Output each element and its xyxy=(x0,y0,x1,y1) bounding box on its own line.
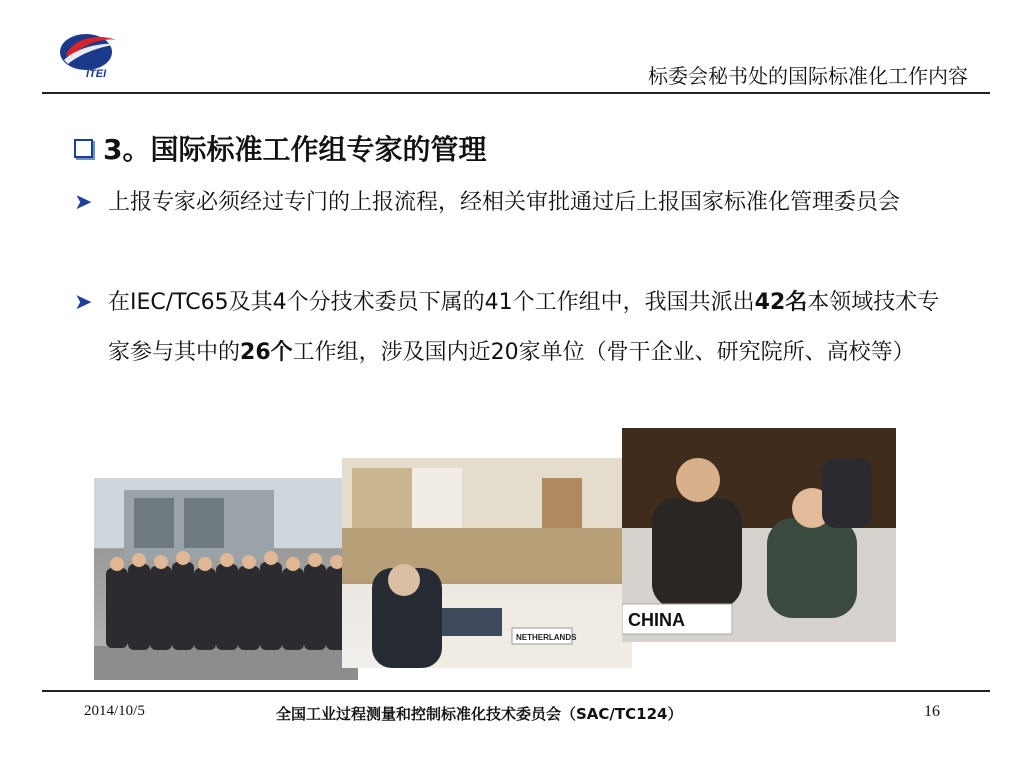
page-number: 16 xyxy=(924,703,940,720)
footer-date: 2014/10/5 xyxy=(84,703,145,719)
header-divider xyxy=(42,92,990,94)
bullet-text: 在IEC/TC65及其4个分技术委员下属的41个工作组中，我国共派出42名本领域技术专家参与其中的26个工作组，涉及国内近20家单位（骨干企业、研究院所、高校等） xyxy=(108,290,940,365)
meeting-room-photo xyxy=(342,458,632,668)
section-heading xyxy=(74,128,486,168)
arrow-bullet-icon: ➤ xyxy=(74,190,93,215)
svg-text:CHINA: CHINA xyxy=(628,610,685,630)
china-delegates-photo xyxy=(622,428,896,642)
section-heading-text: 3。国际标准工作组专家的管理 xyxy=(103,133,487,166)
header-title: 标委会秘书处的国际标准化工作内容 xyxy=(648,64,968,88)
itei-logo xyxy=(56,30,142,80)
checkbox-bullet-icon xyxy=(74,139,93,158)
bullet-text: 上报专家必须经过专门的上报流程，经相关审批通过后上报国家标准化管理委员会 xyxy=(108,190,901,215)
highlight-experts: 42名 xyxy=(754,290,808,315)
bullet-item-1 xyxy=(74,178,954,228)
footer-organization: 全国工业过程测量和控制标准化技术委员会（SAC/TC124） xyxy=(276,705,683,723)
bullet-item-2 xyxy=(74,278,954,378)
arrow-bullet-icon: ➤ xyxy=(74,290,93,315)
svg-text:ITEI: ITEI xyxy=(86,68,107,80)
group-photo xyxy=(94,478,358,680)
footer-divider xyxy=(42,690,990,692)
svg-text:NETHERLANDS: NETHERLANDS xyxy=(516,633,577,642)
highlight-groups: 26个 xyxy=(240,340,293,365)
